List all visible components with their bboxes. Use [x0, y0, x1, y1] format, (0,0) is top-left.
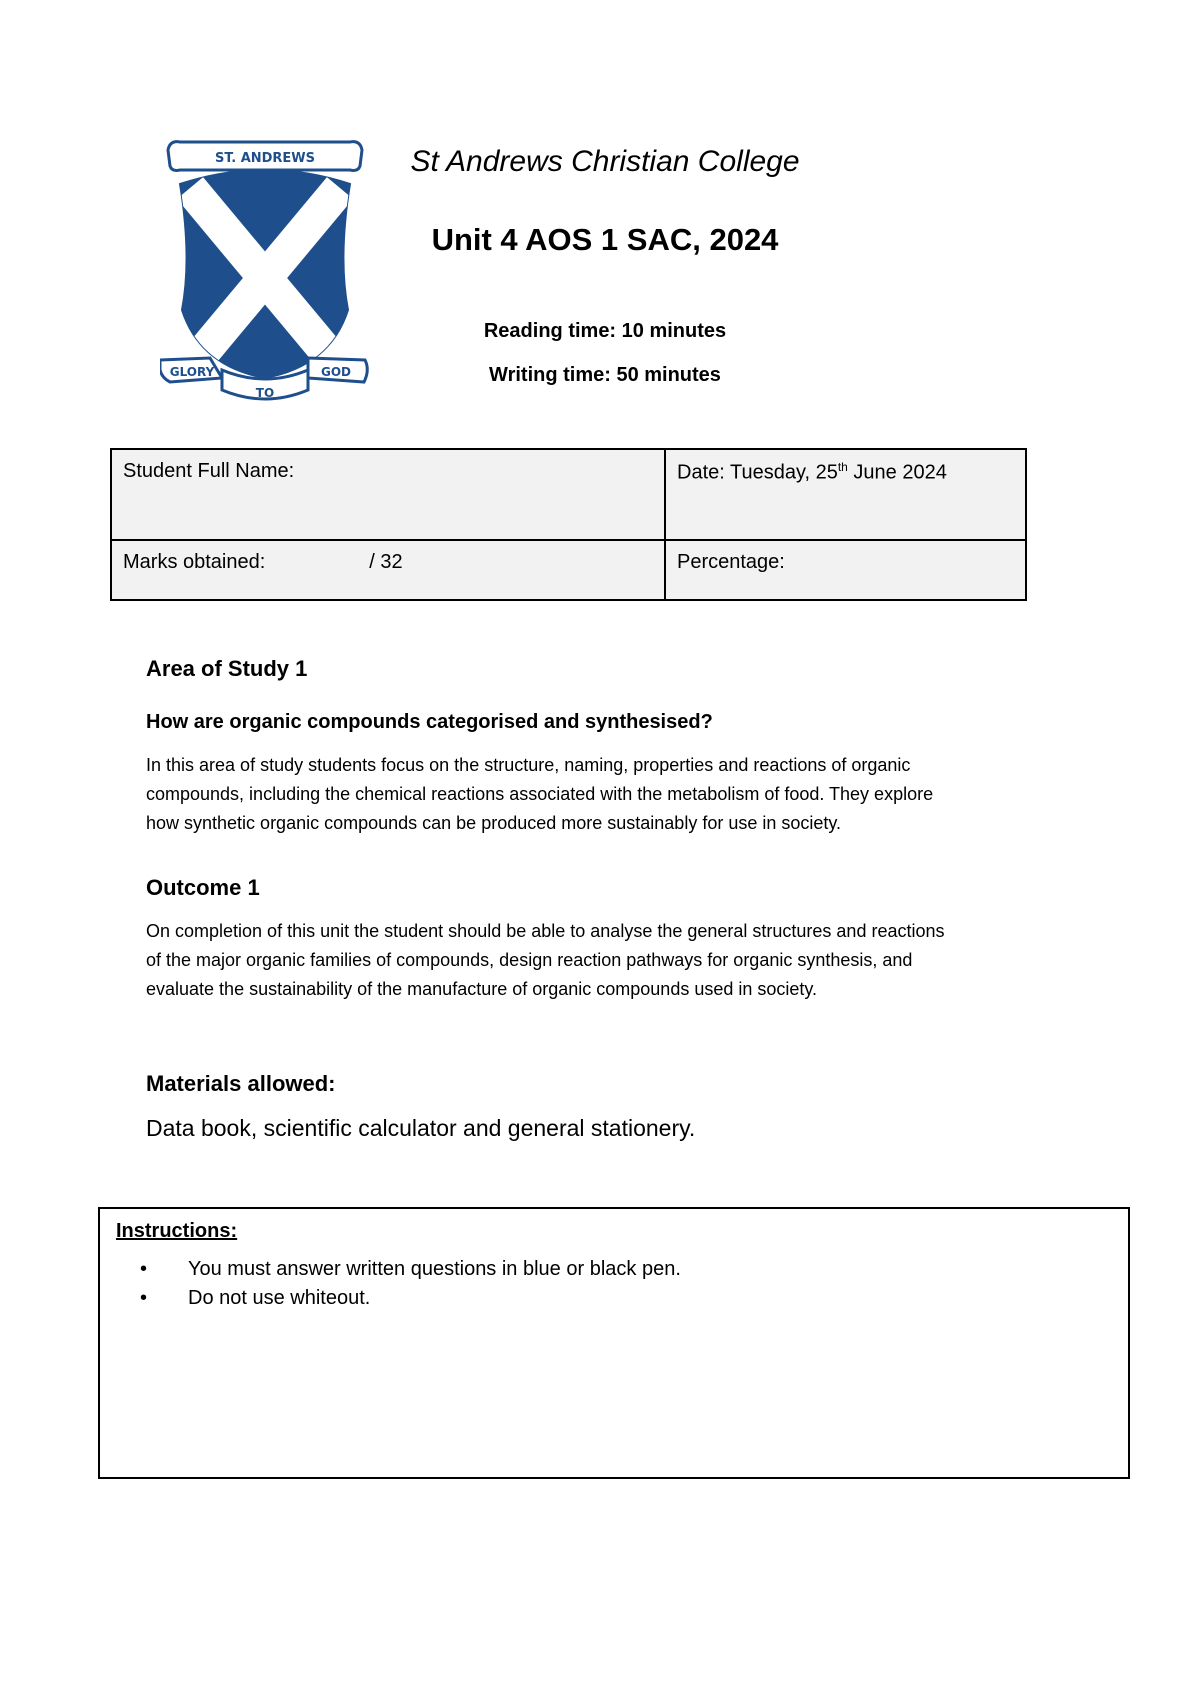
student-details-table: [110, 448, 1027, 601]
area-of-study-question: How are organic compounds categorised and synthesised?: [146, 711, 713, 733]
school-name: St Andrews Christian College: [410, 145, 800, 178]
document-title: Unit 4 AOS 1 SAC, 2024: [431, 222, 779, 257]
instruction-text: Do not use whiteout.: [188, 1287, 371, 1309]
reading-time: Reading time: 10 minutes: [483, 320, 727, 342]
student-name-label: Student Full Name:: [123, 460, 295, 482]
marks-label: Marks obtained:: [123, 551, 266, 573]
date-cell: [665, 449, 1026, 540]
instruction-text: You must answer written questions in blue or black pen.: [188, 1258, 681, 1280]
logo-top-banner-text: ST. ANDREWS: [214, 151, 316, 166]
school-crest-logo: [160, 138, 370, 408]
materials-heading: Materials allowed:: [146, 1071, 336, 1096]
instructions-box: [98, 1207, 1130, 1479]
bullet-icon: •: [140, 1258, 148, 1280]
list-item: [140, 1255, 681, 1284]
student-name-cell[interactable]: [111, 449, 665, 540]
marks-cell[interactable]: [111, 540, 665, 600]
logo-motto-left: GLORY: [169, 365, 215, 379]
logo-motto-right: GOD: [320, 365, 352, 379]
date-rest: June 2024: [847, 461, 947, 484]
paragraph-line: evaluate the sustainability of the manufacture of organic compounds used in society.: [146, 979, 818, 999]
paragraph-line: On completion of this unit the student should be able to analyse the general structures and reactions: [146, 921, 945, 941]
percentage-label: Percentage:: [677, 551, 785, 573]
paragraph-line: how synthetic organic compounds can be produced more sustainably for use in society.: [146, 813, 842, 833]
percentage-cell[interactable]: [665, 540, 1026, 600]
area-of-study-description: [146, 751, 1066, 838]
paragraph-line: In this area of study students focus on the structure, naming, properties and reactions of organic: [146, 755, 911, 775]
logo-motto-middle: TO: [255, 386, 275, 400]
marks-total: / 32: [369, 551, 403, 573]
paragraph-line: compounds, including the chemical reactions associated with the metabolism of food. They explore: [146, 784, 934, 804]
bullet-icon: •: [140, 1287, 148, 1309]
area-of-study-heading: Area of Study 1: [146, 656, 308, 681]
materials-text: Data book, scientific calculator and general stationery.: [146, 1115, 696, 1141]
date-ordinal: th: [837, 460, 848, 474]
paragraph-line: of the major organic families of compounds, design reaction pathways for organic synthesis, and: [146, 950, 913, 970]
list-item: [140, 1284, 681, 1313]
instructions-list: [140, 1255, 681, 1313]
outcome-heading: Outcome 1: [146, 875, 260, 900]
outcome-description: [146, 917, 1066, 1004]
writing-time: Writing time: 50 minutes: [489, 364, 721, 386]
instructions-heading: Instructions:: [116, 1220, 238, 1242]
date-label: Date: Tuesday, 25: [677, 461, 838, 484]
